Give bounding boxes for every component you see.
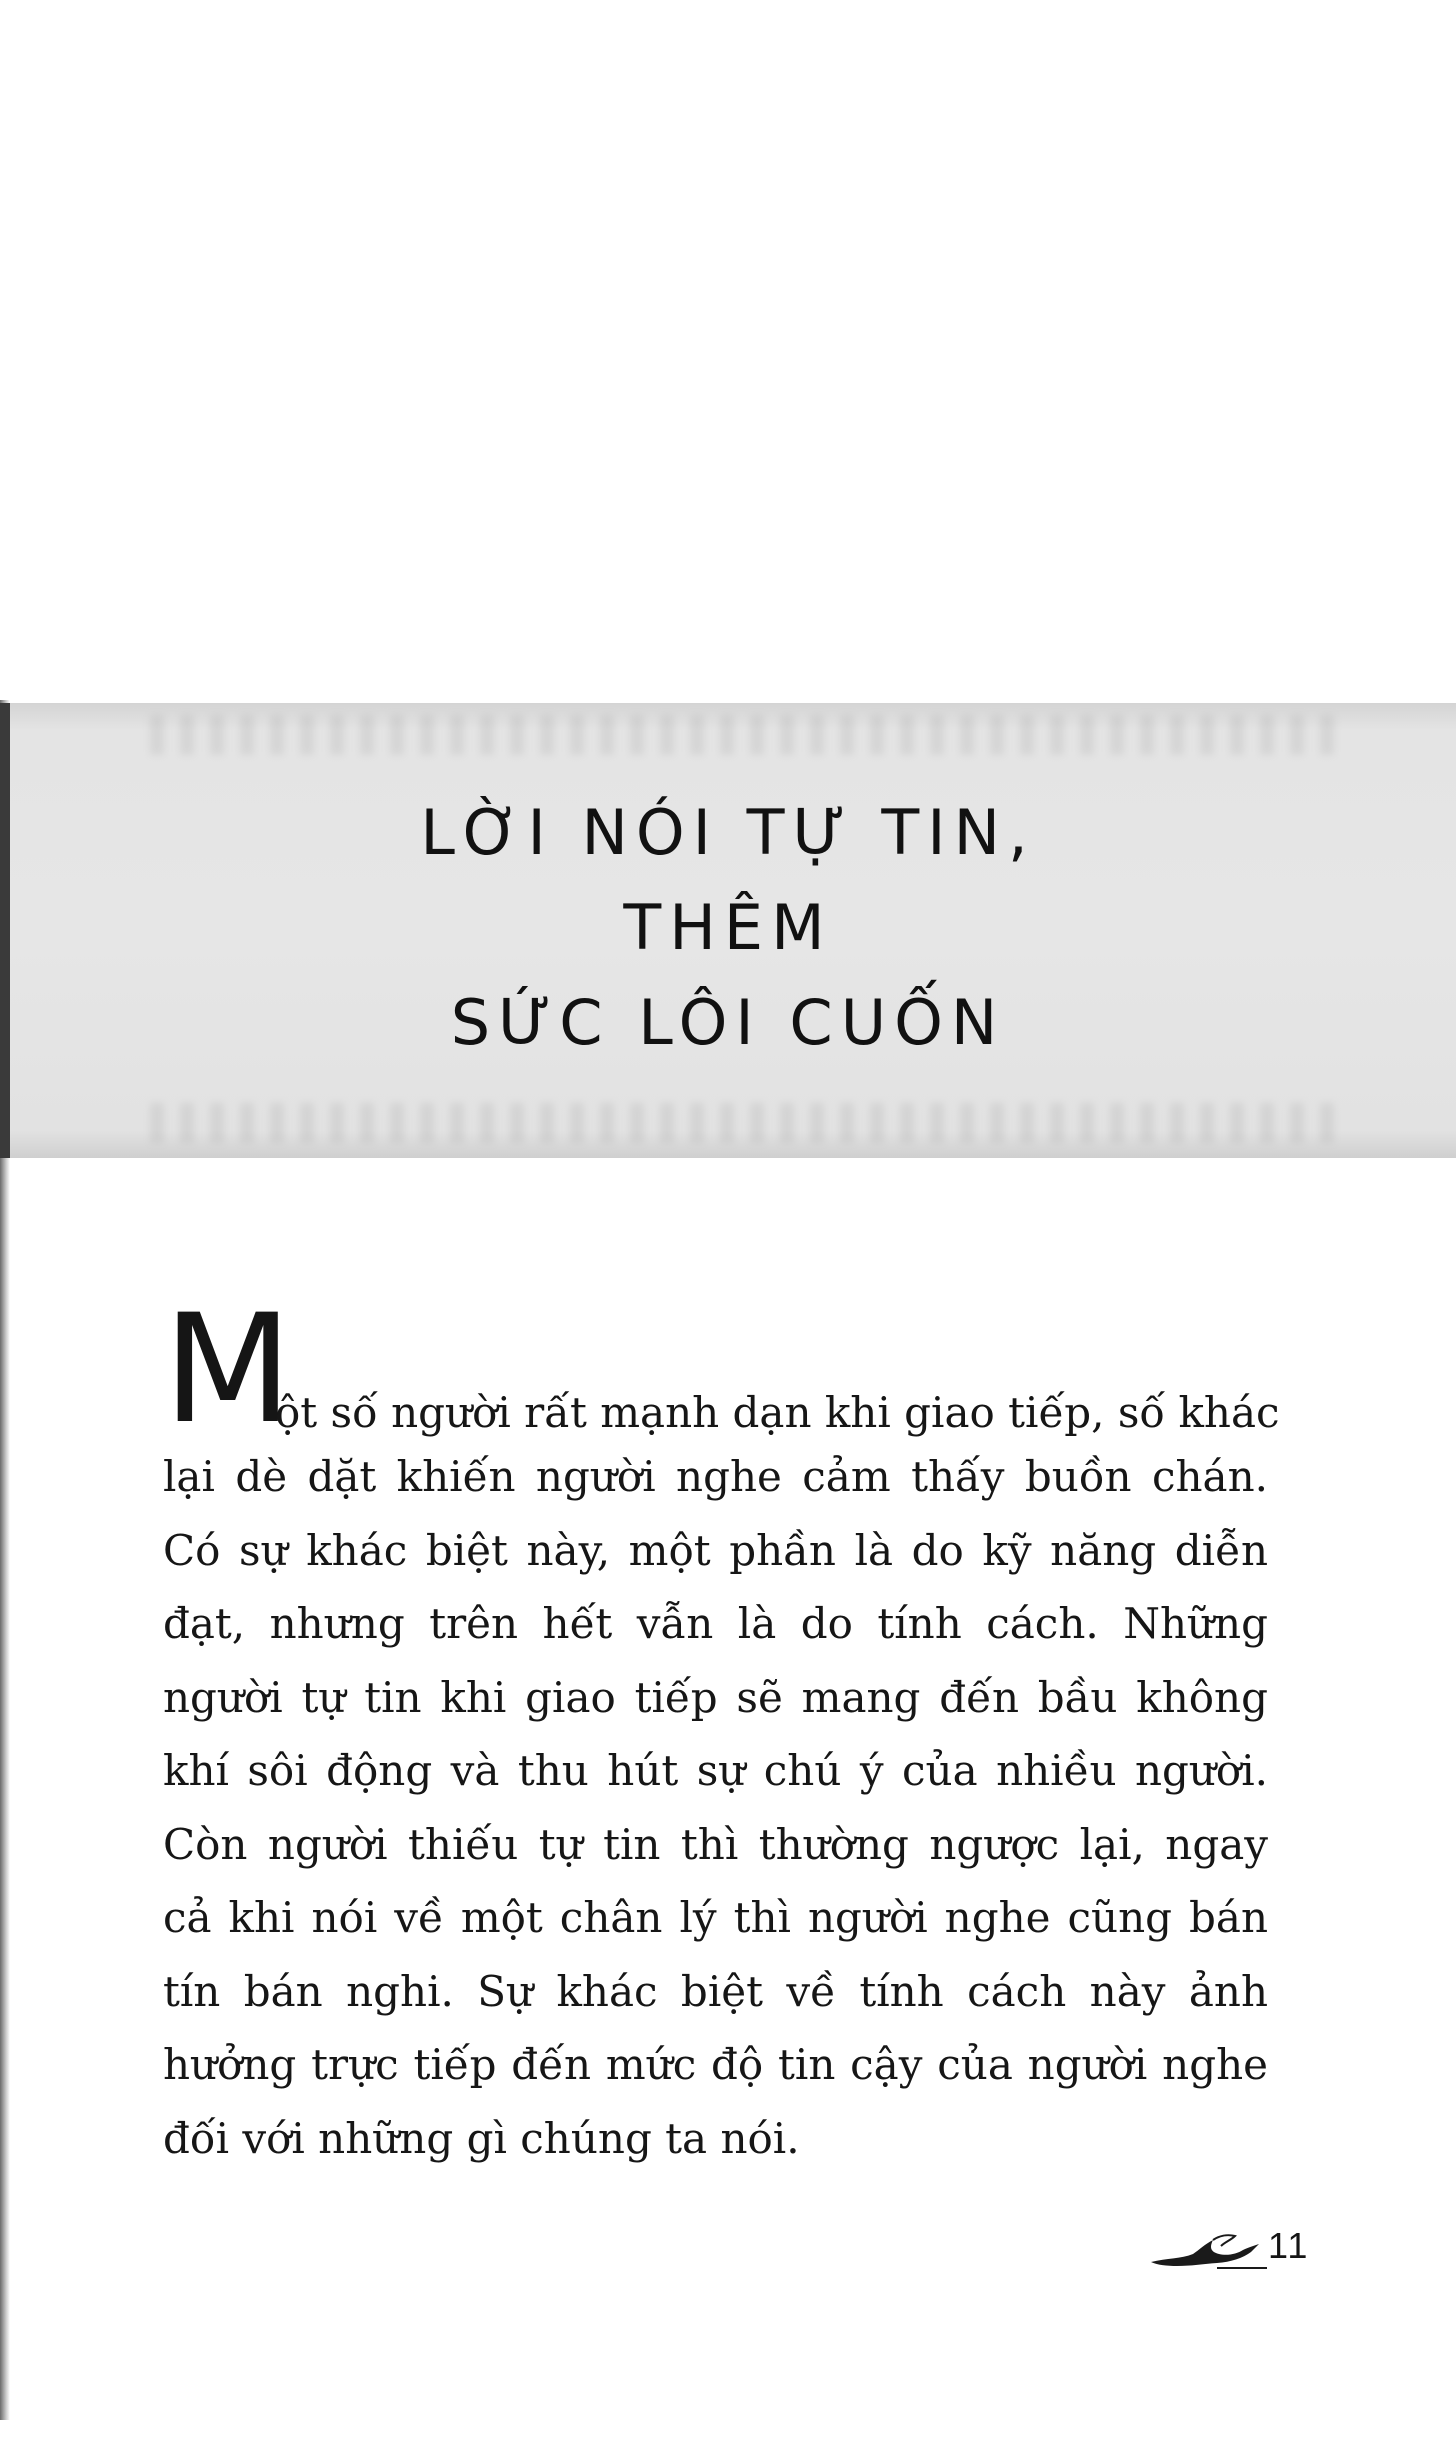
chapter-title (0, 785, 1456, 1070)
paragraph-first-line: ột số người rất mạnh dạn khi giao tiếp, số khác (275, 1388, 1280, 1437)
paragraph-line: đạt, nhưng trên hết vẫn là do tính cách. Những (163, 1599, 1268, 1648)
body-paragraph (163, 1440, 1268, 2175)
chapter-title-line: LỜI NÓI TỰ TIN, (420, 796, 1036, 869)
bird-ornament-icon (1147, 2232, 1267, 2272)
paragraph-line: cả khi nói về một chân lý thì người nghe cũng bán (163, 1893, 1268, 1942)
paragraph-line: tín bán nghi. Sự khác biệt về tính cách này ảnh (163, 1966, 1268, 2016)
drop-cap-letter: M (163, 1283, 293, 1457)
paragraph-line: Có sự khác biệt này, một phần là do kỹ năng diễn (163, 1525, 1268, 1575)
paragraph-line: khí sôi động và thu hút sự chú ý của nhiều người. (163, 1746, 1268, 1795)
paragraph-line: người tự tin khi giao tiếp sẽ mang đến bầu không (163, 1672, 1268, 1722)
chapter-title-line: SỨC LÔI CUỐN (450, 986, 1006, 1059)
paragraph-line: đối với những gì chúng ta nói. (163, 2113, 800, 2163)
paragraph-line: Còn người thiếu tự tin thì thường ngược lại, ngay (163, 1819, 1268, 1869)
chapter-title-line: THÊM (623, 891, 833, 964)
paragraph-line: hưởng trực tiếp đến mức độ tin cậy của người nghe (163, 2040, 1268, 2089)
page-number: 11 (1268, 2225, 1310, 2266)
band-bleed-through-bottom (150, 1103, 1350, 1143)
band-bleed-through-top (150, 715, 1350, 755)
paragraph-line: lại dè dặt khiến người nghe cảm thấy buồn chán. (163, 1452, 1268, 1501)
